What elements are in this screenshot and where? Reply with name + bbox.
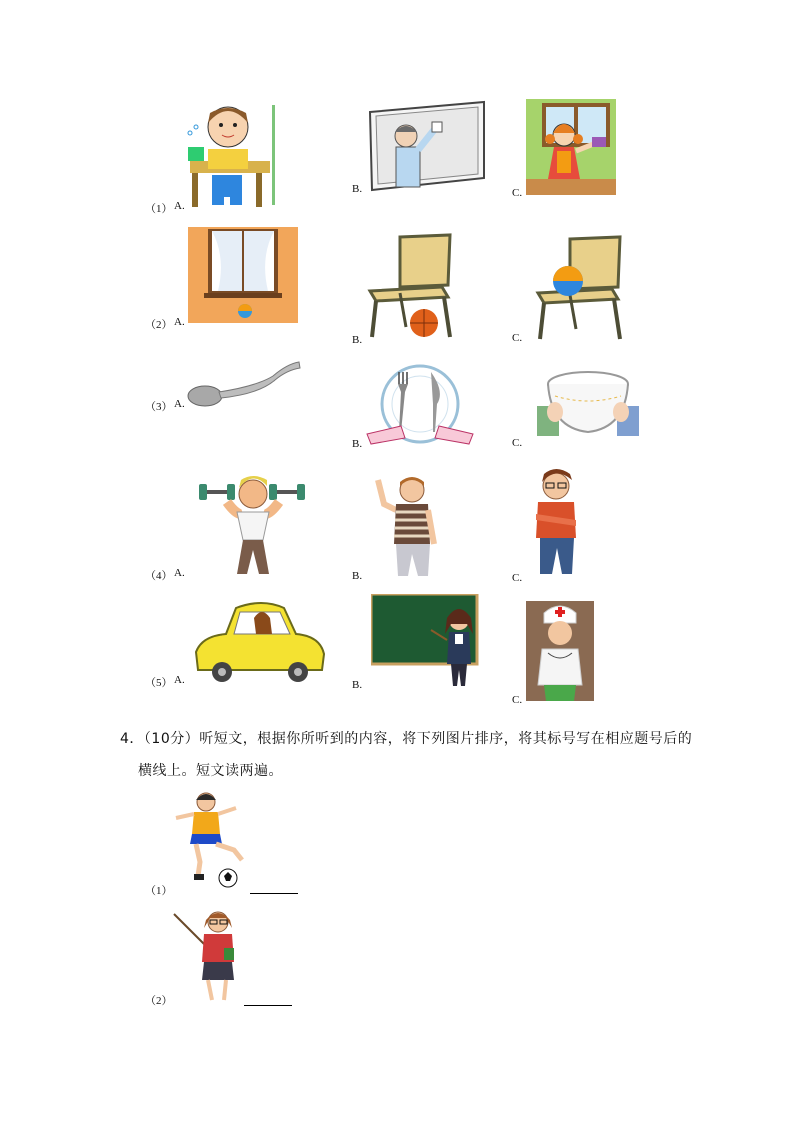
boy-washing-face-icon[interactable] [186,103,276,209]
woman-driving-car-icon[interactable] [192,596,326,684]
fork-and-knife-icon[interactable] [365,364,475,446]
waving-man-icon[interactable] [368,470,450,578]
row5-option-a-label: A. [174,674,185,686]
row1-option-c-label: C. [512,187,523,199]
row3-number: （3） [145,401,173,413]
nurse-icon[interactable] [526,601,594,701]
row5-number: （5） [145,677,173,689]
row1-option-a-label: A. [174,200,185,212]
row1-number: （1） [145,203,173,215]
teacher-at-blackboard-icon[interactable] [371,594,481,688]
man-with-glasses-icon[interactable] [526,466,588,580]
row5-option-b-label: B. [352,679,363,691]
bowl-icon[interactable] [535,366,641,442]
row4-number: （4） [145,570,173,582]
boy-playing-football-icon [170,790,250,890]
q4-item2-answer-blank[interactable] [244,1004,292,1006]
row1-option-b-label: B. [352,183,363,195]
row2-option-b-label: B. [352,334,363,346]
question4-instruction-line1: 4．（10分）听短文，根据你所听到的内容，将下列图片排序，将其标号写在相应题号后的 [120,731,693,747]
row5-option-c-label: C. [512,694,523,706]
q4-item1-number: （1） [145,885,173,897]
row2-option-c-label: C. [512,332,523,344]
row3-option-a-label: A. [174,398,185,410]
teacher-with-pointer-icon [170,904,242,1002]
question4-instruction-line2: 横线上。短文读两遍。 [138,763,283,779]
row2-option-a-label: A. [174,316,185,328]
row3-option-c-label: C. [512,437,523,449]
strong-man-icon[interactable] [197,468,307,578]
spoon-icon[interactable] [187,356,302,410]
ball-on-chair-icon[interactable] [534,235,624,341]
boy-cleaning-window-icon[interactable] [368,100,486,192]
row4-option-a-label: A. [174,567,185,579]
row4-option-b-label: B. [352,570,363,582]
q4-item2-number: （2） [145,995,173,1007]
row4-option-c-label: C. [512,572,523,584]
ball-near-window-icon[interactable] [188,227,298,323]
q4-item1-answer-blank[interactable] [250,892,298,894]
row2-number: （2） [145,319,173,331]
row3-option-b-label: B. [352,438,363,450]
ball-under-chair-icon[interactable] [366,233,454,339]
girl-cleaning-window-icon[interactable] [526,99,616,195]
